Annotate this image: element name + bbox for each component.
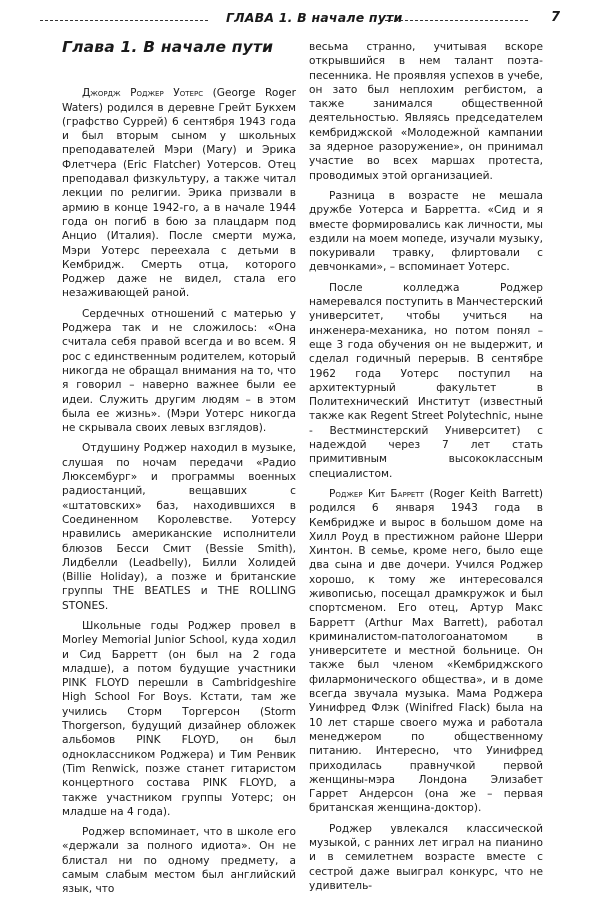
paragraph-college: После колледжа Роджер намеревался поступить в Манчестерский университет, чтобы учиться на инженера-механика, но потом понял – еще 3 года обучения он не выдержит, и сделал годичный перерыв. В сентябре 1962 года Уотерс поступил на архитектурный факультет в Политехнический Институт (известный также как Regent Street Polytechnic, ныне - Вестминстерский Университет) с надеждой через 7 лет стать примитивным высококлассным специалистом. bbox=[309, 281, 543, 480]
left-column bbox=[62, 40, 296, 903]
paragraph-mother: Сердечных отношений с матерью у Роджера так и не сложилось: «Она считала себя правой всегда и во всем. Я рос с единственным родителем, который никогда не обращал внимания на то, что я говорил – наверно важнее были ее идеи. Служить другим людям – в этом была ее жизнь». (Мэри Уотерс никогда не скрывала своих левых взглядов). bbox=[62, 307, 296, 435]
chapter-title: Глава 1. В начале пути bbox=[62, 38, 274, 56]
paragraph-music: Отдушину Роджер находил в музыке, слушая по ночам передачи «Радио Люксембург» и программы военных радиостанций, вещавших с «штатовских» баз, находившихся в Соединенном Королевстве. Уотерсу нравились американские исполнители блюзов Бесси Смит (Bessie Smith), Лидбелли (Leadbelly), Билли Холидей (Billie Holiday), а позже и британские группы THE BEATLES и THE ROLLING STONES. bbox=[62, 442, 296, 612]
right-column bbox=[309, 40, 543, 899]
person-name-barrett: Роджер Кит Барретт bbox=[329, 487, 424, 500]
paragraph-continued: весьма странно, учитывая вскоре открывшийся в нем талант поэта-песенника. Не проявляя успехов в учебе, он зато был неплохим регбистом, а также занимался общественной деятельностью. Являясь председателем кембриджской «Молодежной кампании за ядерное разоружение», он принимал участие во всех маршах протеста, проводимых этой организацией. bbox=[309, 41, 543, 182]
person-name-waters: Джордж Роджер Уотерс bbox=[82, 87, 204, 100]
paragraph-school: Школьные годы Роджер провел в Morley Memorial Junior School, куда ходил и Сид Барретт (он был на 2 года младше), а потом будущие участники PINK FLOYD перешли в Cambridgeshire High School For Boys. Кстати, там же учились Сторм Торгерсон (Storm Thorgerson, будущий дизайнер обложек альбомов PINK FLOYD, он был одноклассником Роджера) и Тим Ренвик (Tim Renwick, позже станет гитаристом концертного состава PINK FLOYD, а также участником группы Уотерс; он младше на 4 года). bbox=[62, 619, 296, 818]
running-header bbox=[40, 10, 560, 32]
paragraph-idiot: Роджер вспоминает, что в школе его «держали за полного идиота». Он не блистал ни по одному предмету, а самым слабым местом был английский язык, что bbox=[62, 826, 296, 896]
header-divider-left bbox=[40, 20, 208, 21]
paragraph-barrett-intro bbox=[309, 487, 543, 816]
paragraph-friendship: Разница в возрасте не мешала дружбе Уотерса и Барретта. «Сид и я вместе формировались как личности, мы ездили на моем мопеде, изучали музыку, покуривали травку, флиртовали с девчонками», – вспоминает Уотерс. bbox=[309, 189, 543, 274]
paragraph-classical-music: Роджер увлекался классической музыкой, с ранних лет играл на пианино и в семилетнем возрасте вместе с сестрой даже выиграл конкурс, что не удивитель- bbox=[309, 822, 543, 892]
header-divider-right bbox=[385, 20, 528, 21]
page-number: 7 bbox=[550, 10, 560, 25]
paragraph-text: (George Roger Waters) родился в деревне Грейт Букхем (графство Суррей) 6 сентября 1943 года и был вторым сыном у школьных преподавателей Мэри (Mary) и Эрика Флетчера (Eric Flatcher) Уотерсов. Отец преподавал физкультуру, а также читал лекции по религии. Эрика призвали в армию в конце 1942-го, а в начале 1944 года он погиб в бою за плацдарм под Анцио (Италия). После смерти мужа, Мэри Уотерс переехала с детьми в Кембридж. Смерть отца, которого Роджер даже не видел, стала его незаживающей раной. bbox=[62, 87, 296, 300]
paragraph-waters-intro bbox=[62, 86, 296, 300]
paragraph-text: (Roger Keith Barrett) родился 6 января 1943 года в Кембридже и вырос в большом доме на Хилл Роуд в престижном районе Шерри Хинтон. В семье, кроме него, было еще два сына и две дочери. Учился Роджер хорошо, к тому же интересовался живописью, посещал драмкружок и был спортсменом. Его отец, Артур Макс Барретт (Arthur Max Barrett), работал криминалистом-патологоанатомом в университете и местной больнице. Он также был членом «Кембриджского филармонического общества», и в доме всегда звучала музыка. Мама Роджера Уинифред Флэк (Winifred Flack) была на 10 лет старше своего мужа и работала менеджером по общественному питанию. Интересно, что Уинифред приходилась правнучкой первой женщины-мэра Лондона Элизабет Гаррет Андерсон (она же – первая британская женщина-доктор). bbox=[309, 487, 543, 815]
header-chapter-title: ГЛАВА 1. В начале пути bbox=[226, 10, 403, 25]
